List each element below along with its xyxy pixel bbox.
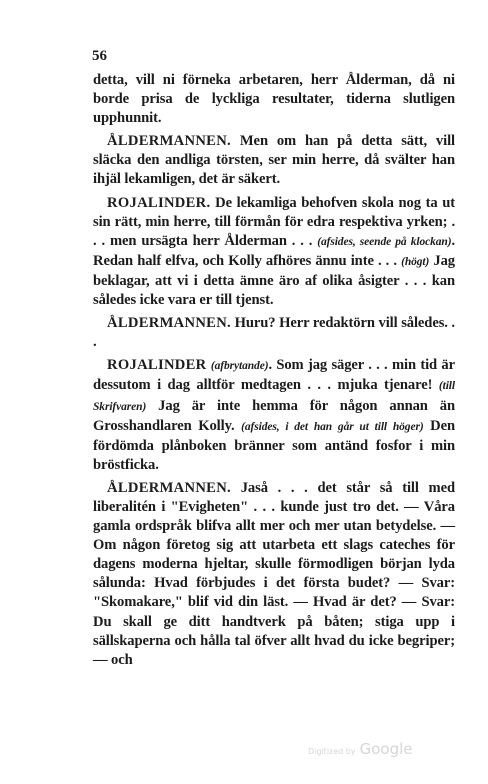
speaker-name: ROJALINDER [107, 357, 207, 374]
paragraph [93, 314, 455, 352]
speaker-name: ÅLDERMANNEN. [107, 133, 231, 150]
dialogue-text: Jaså . . . det står så till med liberalitén i "Evigheten" . . . kunde just tro det. — Våra gamla ordspråk blifva allt mer och mer utan betydelse. — Om någon företog sig att utarbeta ett slags cateches för dagens moderna hjeltar, skulle förmodligen början lyda sålunda: Hvad förbjudes i det första budet? — Svar: "Skomakare," blif vid din läst. — Hvad är det? — Svar: Du skall ge ditt handtverk på båten; stiga upp i sällskaperna och hålla tal öfver allt hvad du icke begriper; — och [93, 479, 455, 668]
dialogue-text: . Redan half elfva, och Kolly afhöres ännu inte . . . [93, 232, 455, 269]
stage-direction: (högt) [401, 255, 430, 268]
stage-direction: (afsides, i det han går ut till höger) [241, 420, 424, 433]
stage-direction: (afbrytande) [210, 360, 269, 373]
speaker-name: ÅLDERMANNEN. [107, 479, 231, 496]
watermark-digitized-label: Digitized by [308, 747, 356, 756]
paragraph [93, 71, 455, 128]
paragraph [93, 132, 455, 189]
dialogue-text: Jag beklagar, att vi i detta ämne äro af olika åsigter . . . kan således icke vara er till tjenst. [93, 252, 455, 309]
speaker-name: ROJALINDER. [107, 194, 211, 211]
paragraph [93, 194, 455, 311]
watermark-brand: Google [359, 740, 413, 758]
page-body [93, 71, 455, 674]
dialogue-text: . Som jag säger . . . min tid är dessutom i dag alltför medtagen . . . mjuka tjenare! [93, 357, 455, 394]
speaker-name: ÅLDERMANNEN. [107, 315, 231, 332]
dialogue-text: Jag är inte hemma för någon annan än Grosshandlaren Kolly. [93, 397, 455, 434]
paragraph [93, 356, 455, 475]
google-watermark [308, 740, 413, 758]
stage-direction: (afsides, seende på klockan) [317, 235, 452, 248]
dialogue-text: Huru? Herr redaktörn vill således. . . [93, 315, 455, 351]
dialogue-text: detta, vill ni förneka arbetaren, herr Ålderman, då ni borde prisa de lyckliga resultater, tiderna slutligen upphunnit. [93, 72, 455, 127]
page-number: 56 [92, 48, 107, 64]
paragraph [93, 479, 455, 670]
dialogue-text: Men om han på detta sätt, vill släcka den andliga törsten, ser min herre, då svälter han ihjäl lekamligen, det är säkert. [93, 133, 455, 188]
dialogue-text: Den fördömda plånboken bränner som antänd fosfor i min bröstficka. [93, 417, 455, 473]
stage-direction: (till Skrifvaren) [93, 380, 455, 413]
dialogue-text: De lekamliga behofven skola nog ta ut sin rätt, min herre, till förmån för edra respektiva yrken; . . . men ursägta herr Ålderman . . . [93, 194, 455, 249]
